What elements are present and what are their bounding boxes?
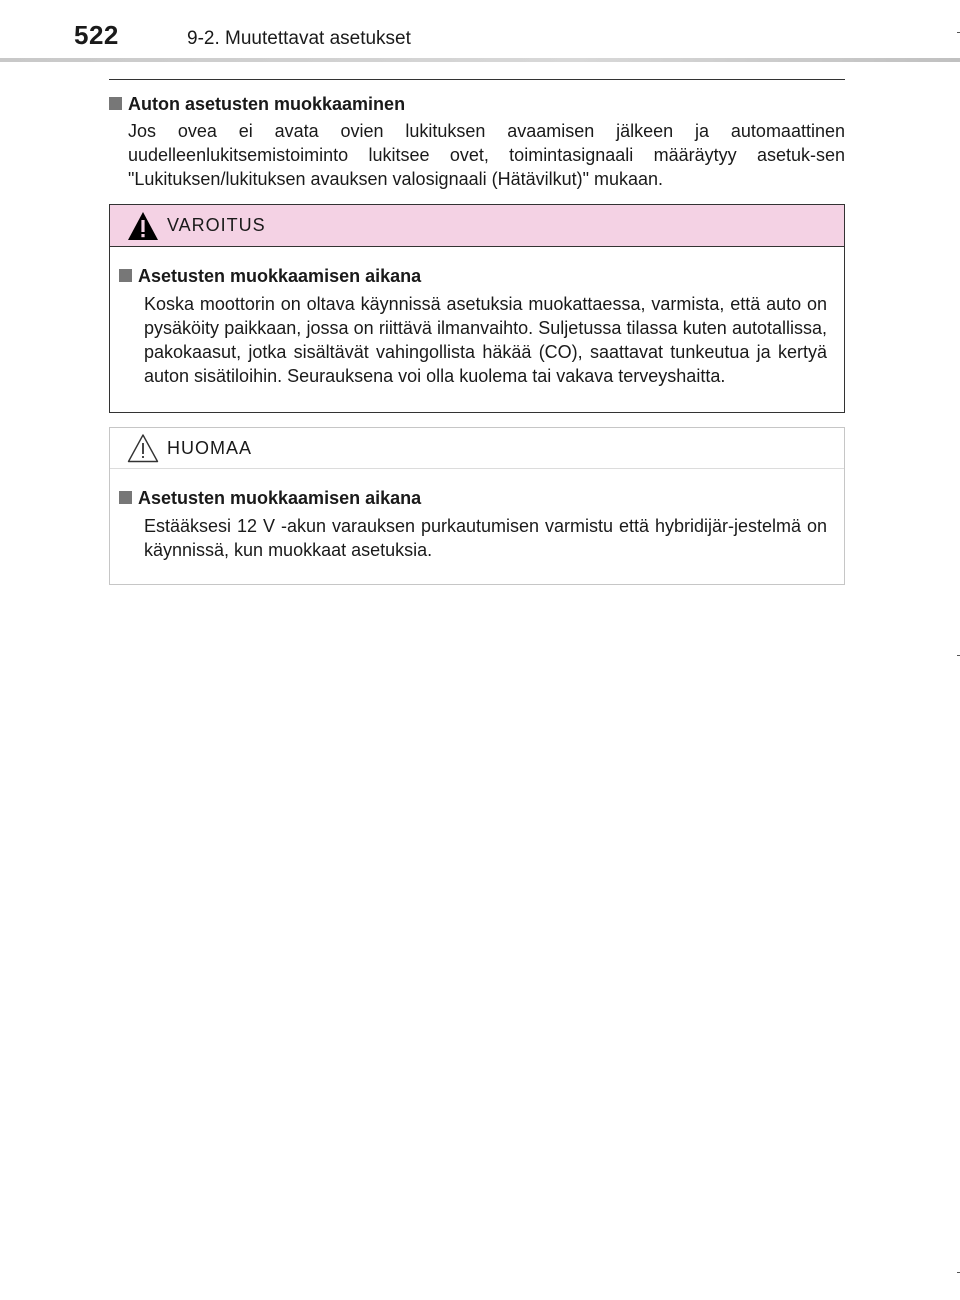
- warning-heading-text: Asetusten muokkaamisen aikana: [138, 266, 422, 286]
- intro-heading: [109, 92, 845, 116]
- warning-body: [110, 247, 844, 412]
- section-title: 9-2. Muutettavat asetukset: [187, 28, 411, 49]
- warning-heading: [119, 264, 827, 288]
- page-number: 522: [74, 20, 119, 50]
- page-content: [109, 79, 845, 585]
- notice-header: [110, 428, 844, 469]
- notice-heading-text: Asetusten muokkaamisen aikana: [138, 488, 422, 508]
- header-rule: [0, 58, 960, 62]
- warning-triangle-icon: [127, 211, 159, 241]
- content-divider: [109, 79, 845, 80]
- warning-paragraph: Koska moottorin on oltava käynnissä asetuksia muokattaessa, varmista, että auto on pysäköity paikkaan, jossa on riittävä ilmanvaihto. Suljetussa tilassa kuten autotallissa, pakokaasut, jotka sisältävät vahingollista häkää (CO), saattavat tunkeutua ja kertyä auton sisätiloihin. Seurauksena voi olla kuolema tai vakava terveyshaitta.: [144, 294, 827, 386]
- bullet-square-icon: [119, 269, 132, 282]
- intro-paragraph: Jos ovea ei avata ovien lukituksen avaamisen jälkeen ja automaattinen uudelleenlukitsemistoiminto lukitsee ovet, toimintasignaali määräytyy asetuk-sen "Lukituksen/lukituksen avauksen valosignaali (Hätävilkut)" mukaan.: [128, 121, 845, 189]
- notice-label: HUOMAA: [167, 437, 253, 458]
- warning-header: [110, 205, 844, 247]
- notice-heading: [119, 486, 827, 510]
- notice-box: [109, 427, 845, 585]
- intro-section: [109, 92, 845, 191]
- warning-label: VAROITUS: [167, 215, 266, 235]
- page-header: [0, 0, 960, 64]
- caution-triangle-icon: [127, 433, 159, 463]
- bullet-square-icon: [109, 97, 122, 110]
- warning-box: [109, 204, 845, 413]
- bullet-square-icon: [119, 491, 132, 504]
- notice-paragraph: Estääksesi 12 V -akun varauksen purkautumisen varmistu että hybridijär-jestelmä on käynnissä, kun muokkaat asetuksia.: [144, 516, 827, 560]
- notice-body: [110, 469, 844, 584]
- intro-heading-text: Auton asetusten muokkaaminen: [128, 94, 406, 114]
